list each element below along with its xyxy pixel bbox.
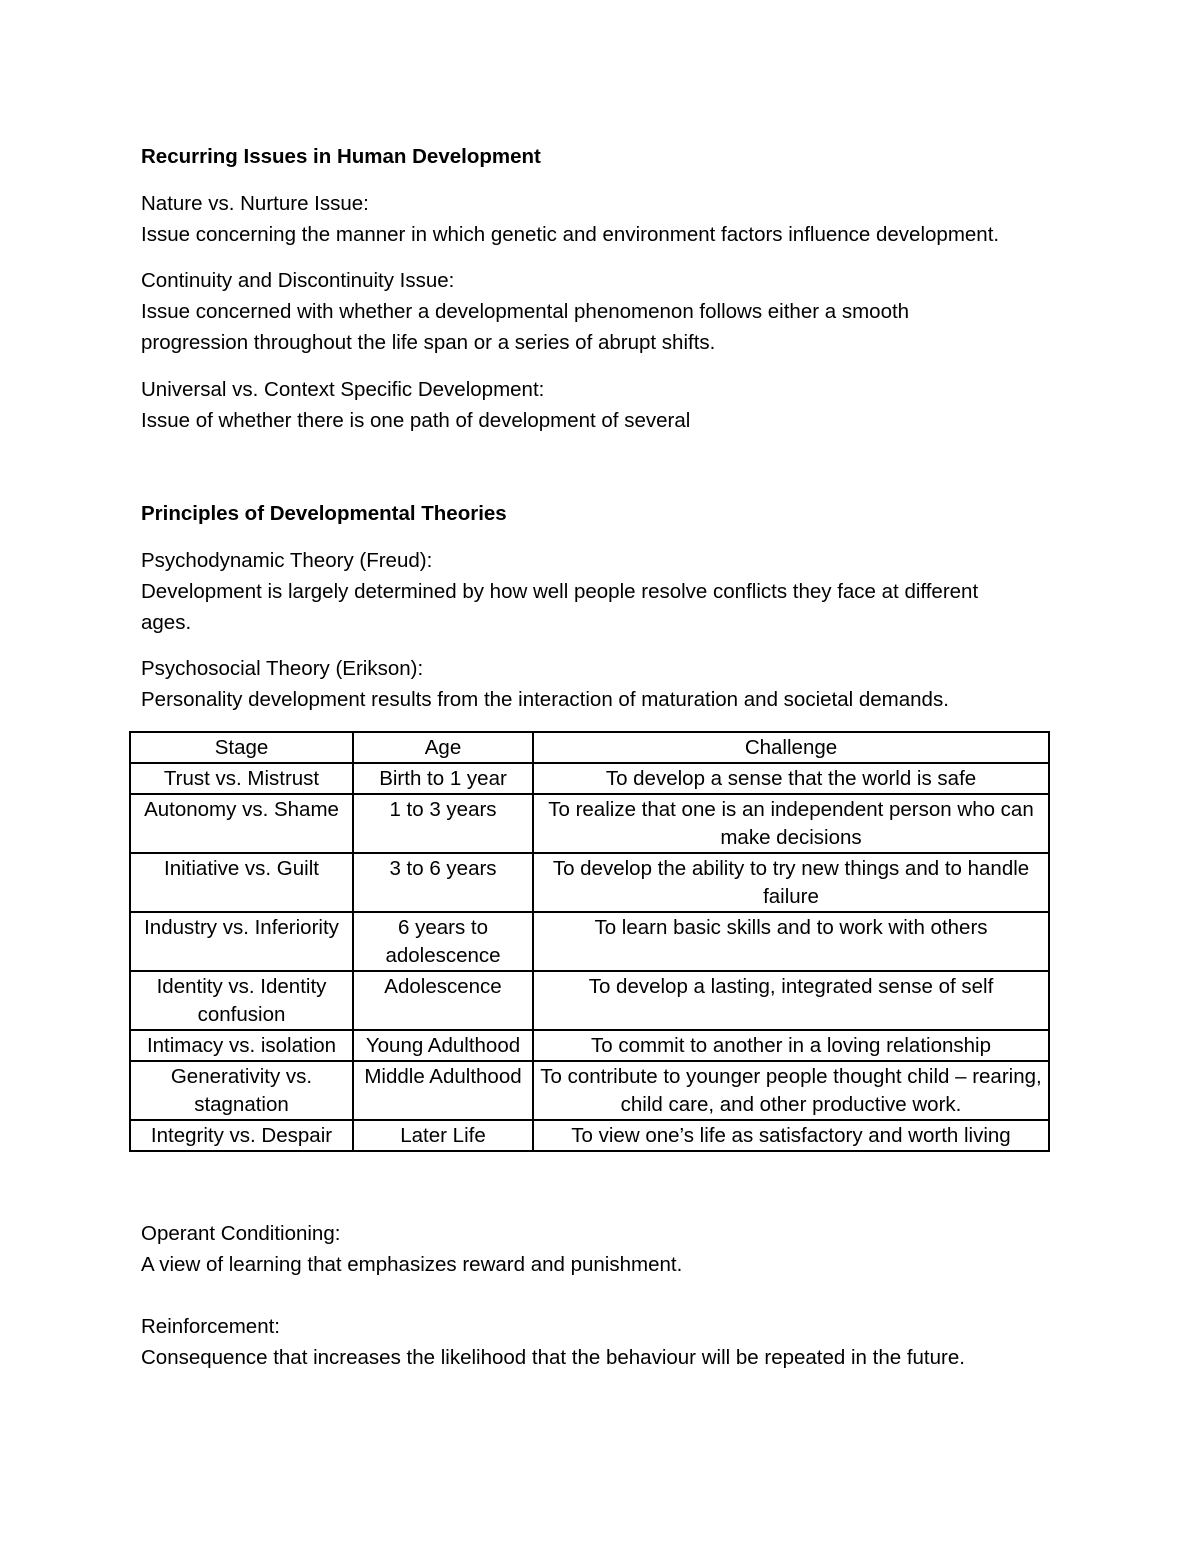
column-header-challenge: Challenge: [533, 732, 1049, 763]
table-cell-challenge: To develop a sense that the world is safe: [533, 763, 1049, 794]
definition-universal: [141, 374, 1061, 436]
definition-term: Operant Conditioning:: [141, 1222, 341, 1245]
table-row: [130, 912, 1049, 971]
definition-text: Issue concerned with whether a developmental phenomenon follows either a smooth: [141, 300, 910, 323]
definition-term: Reinforcement:: [141, 1315, 281, 1338]
erikson-stages-table: [129, 731, 1050, 1152]
table-cell-stage: Industry vs. Inferiority: [130, 912, 353, 971]
definition-operant-conditioning: [141, 1218, 1061, 1280]
table-row: [130, 853, 1049, 912]
column-header-stage: Stage: [130, 732, 353, 763]
table-cell-stage: Intimacy vs. isolation: [130, 1030, 353, 1061]
table-cell-age: Birth to 1 year: [353, 763, 533, 794]
definition-continuity: [141, 265, 1061, 358]
table-cell-challenge: To commit to another in a loving relationship: [533, 1030, 1049, 1061]
definition-text: A view of learning that emphasizes reward and punishment.: [141, 1253, 683, 1276]
column-header-age: Age: [353, 732, 533, 763]
definition-term: Continuity and Discontinuity Issue:: [141, 269, 455, 292]
table-row: [130, 1030, 1049, 1061]
definition-text: Issue of whether there is one path of development of several: [141, 409, 691, 432]
definition-term: Psychosocial Theory (Erikson):: [141, 657, 424, 680]
table-cell-challenge: To view one’s life as satisfactory and worth living: [533, 1120, 1049, 1151]
table-header-row: [130, 732, 1049, 763]
definition-reinforcement: [141, 1311, 1061, 1373]
table-cell-challenge: To contribute to younger people thought child – rearing, child care, and other productive work.: [533, 1061, 1049, 1120]
definition-text: Issue concerning the manner in which genetic and environment factors influence development.: [141, 223, 1000, 246]
definition-text: Development is largely determined by how well people resolve conflicts they face at different: [141, 580, 979, 603]
definition-text: progression throughout the life span or a series of abrupt shifts.: [141, 331, 716, 354]
definition-text: Consequence that increases the likelihood that the behaviour will be repeated in the future.: [141, 1346, 965, 1369]
table-row: [130, 1061, 1049, 1120]
section-heading-recurring-issues: Recurring Issues in Human Development: [141, 145, 541, 168]
table-cell-stage: Generativity vs. stagnation: [130, 1061, 353, 1120]
table-cell-challenge: To develop a lasting, integrated sense of self: [533, 971, 1049, 1030]
table-cell-challenge: To realize that one is an independent person who can make decisions: [533, 794, 1049, 853]
table-cell-stage: Identity vs. Identity confusion: [130, 971, 353, 1030]
table-cell-challenge: To develop the ability to try new things and to handle failure: [533, 853, 1049, 912]
definition-term: Psychodynamic Theory (Freud):: [141, 549, 433, 572]
definition-psychosocial: [141, 653, 1061, 715]
definition-term: Universal vs. Context Specific Development:: [141, 378, 545, 401]
section-heading-developmental-theories: Principles of Developmental Theories: [141, 502, 507, 525]
definition-text: Personality development results from the interaction of maturation and societal demands.: [141, 688, 949, 711]
table-cell-age: Middle Adulthood: [353, 1061, 533, 1120]
table-row: [130, 763, 1049, 794]
table-row: [130, 1120, 1049, 1151]
table-cell-stage: Integrity vs. Despair: [130, 1120, 353, 1151]
table-cell-age: Adolescence: [353, 971, 533, 1030]
table-cell-stage: Trust vs. Mistrust: [130, 763, 353, 794]
table-cell-age: 3 to 6 years: [353, 853, 533, 912]
definition-text: ages.: [141, 611, 192, 634]
table-cell-age: Young Adulthood: [353, 1030, 533, 1061]
table-cell-stage: Autonomy vs. Shame: [130, 794, 353, 853]
definition-psychodynamic: [141, 545, 1061, 638]
table-row: [130, 971, 1049, 1030]
table-row: [130, 794, 1049, 853]
table-cell-age: 6 years to adolescence: [353, 912, 533, 971]
table-cell-age: 1 to 3 years: [353, 794, 533, 853]
definition-nature-nurture: [141, 188, 1061, 250]
definition-term: Nature vs. Nurture Issue:: [141, 192, 369, 215]
table-cell-stage: Initiative vs. Guilt: [130, 853, 353, 912]
table-cell-age: Later Life: [353, 1120, 533, 1151]
table-cell-challenge: To learn basic skills and to work with others: [533, 912, 1049, 971]
